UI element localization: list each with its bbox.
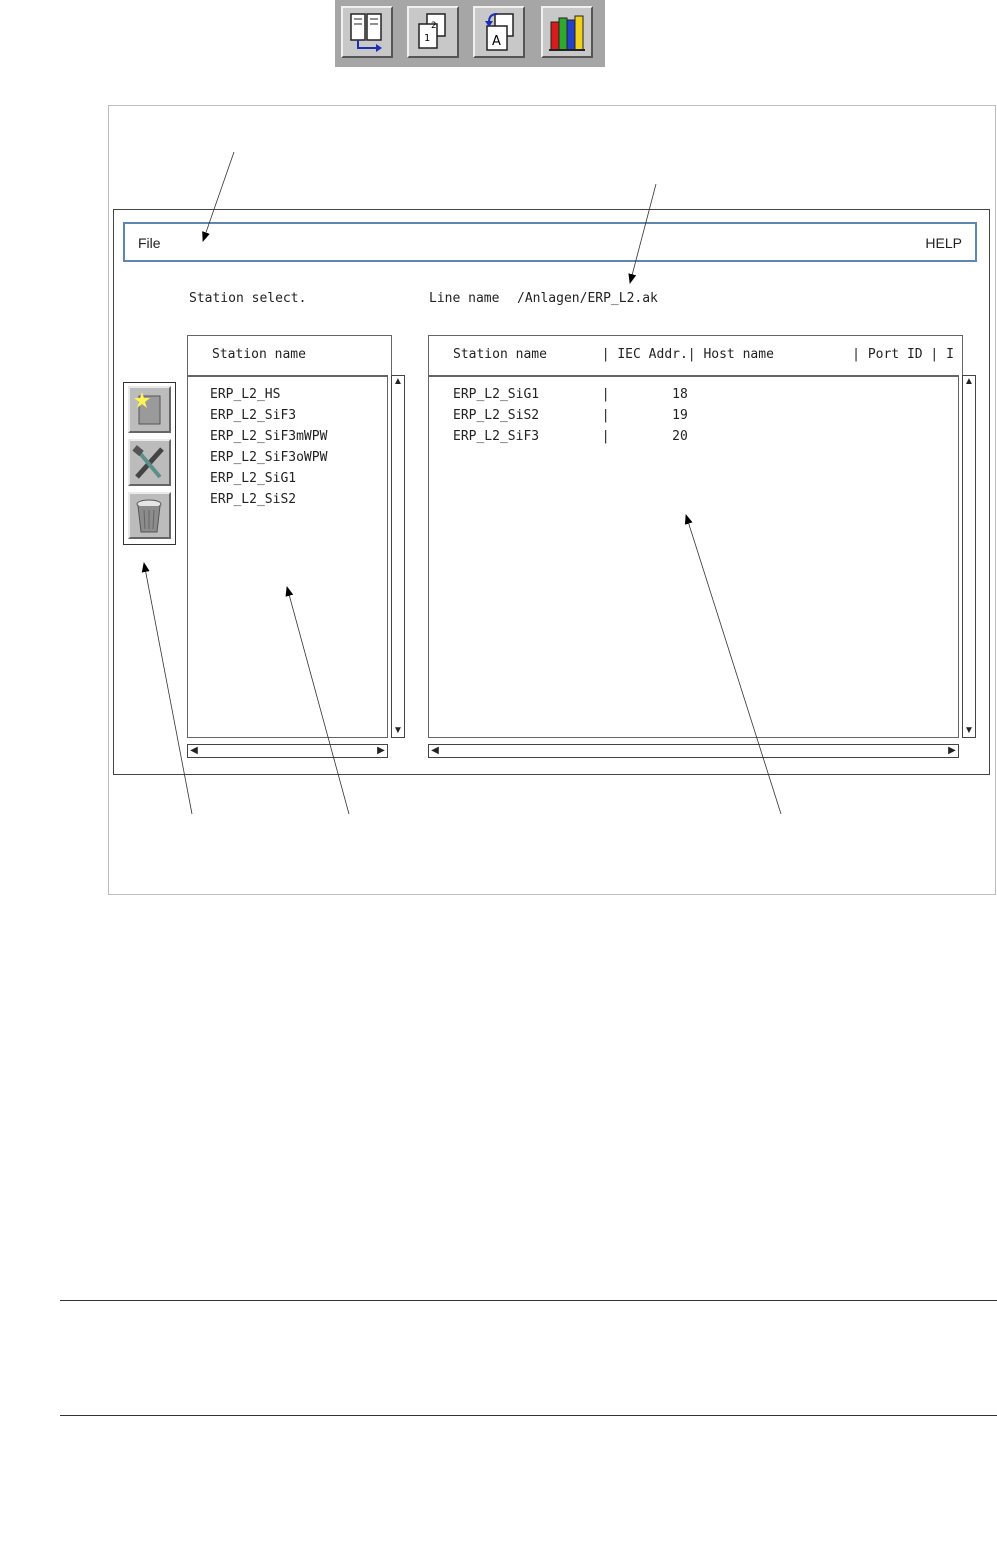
footer-rule-bottom xyxy=(60,1415,997,1416)
scroll-down-arrow-icon[interactable]: ▼ xyxy=(393,725,403,736)
svg-text:A: A xyxy=(492,34,501,49)
line-name-label: Line name xyxy=(429,291,500,306)
scroll-up-arrow-icon[interactable]: ▲ xyxy=(964,376,974,387)
table-row[interactable]: ERP_L2_SiF3 | 20 xyxy=(453,429,688,444)
list-item[interactable]: ERP_L2_HS xyxy=(210,387,281,402)
scroll-left-arrow-icon[interactable]: ◀ xyxy=(431,745,439,756)
list-item[interactable]: ERP_L2_SiF3oWPW xyxy=(210,450,328,465)
scroll-down-arrow-icon[interactable]: ▼ xyxy=(964,725,974,736)
callout-arrow xyxy=(287,587,349,814)
table-row[interactable]: ERP_L2_SiS2 | 19 xyxy=(453,408,688,423)
station-select-label: Station select. xyxy=(189,291,307,306)
svg-text:2: 2 xyxy=(431,21,437,31)
table-row[interactable]: ERP_L2_SiG1 | 18 xyxy=(453,387,688,402)
footer-rule-top xyxy=(60,1300,997,1301)
callout-arrow xyxy=(686,515,781,814)
list-item[interactable]: ERP_L2_SiF3mWPW xyxy=(210,429,328,444)
scroll-right-arrow-icon[interactable]: ▶ xyxy=(377,745,385,756)
right-table-header-label: Station name | IEC Addr.| Host name | Port ID | I xyxy=(453,347,954,362)
left-list-header-label: Station name xyxy=(212,347,306,362)
scroll-left-arrow-icon[interactable]: ◀ xyxy=(190,745,198,756)
list-item[interactable]: ERP_L2_SiF3 xyxy=(210,408,297,423)
list-item[interactable]: ERP_L2_SiG1 xyxy=(210,471,297,486)
callout-arrow xyxy=(144,563,192,814)
menu-help[interactable]: HELP xyxy=(925,235,962,251)
callout-arrow xyxy=(203,152,234,241)
list-item[interactable]: ERP_L2_SiS2 xyxy=(210,492,297,507)
callout-arrow xyxy=(630,184,656,283)
scroll-up-arrow-icon[interactable]: ▲ xyxy=(393,376,403,387)
line-name-value: /Anlagen/ERP_L2.ak xyxy=(517,291,658,306)
menu-file[interactable]: File xyxy=(138,235,161,251)
svg-text:1: 1 xyxy=(424,33,431,44)
scroll-right-arrow-icon[interactable]: ▶ xyxy=(948,745,956,756)
